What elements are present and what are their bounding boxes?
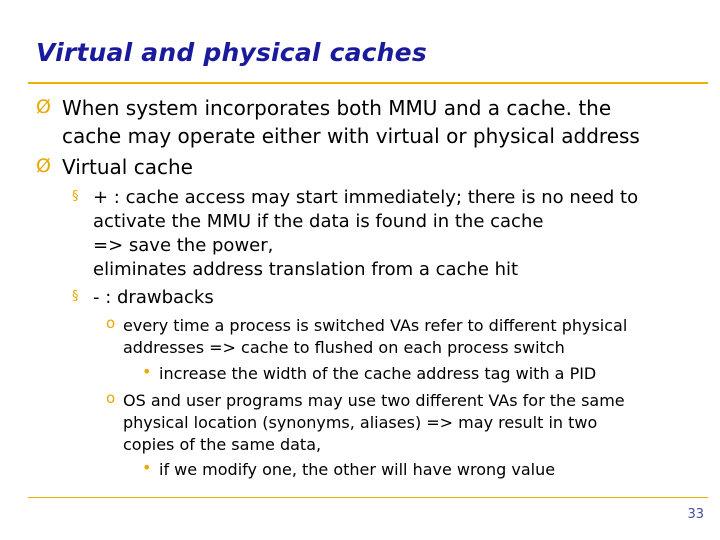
page-number: 33 — [687, 507, 704, 522]
bullet-text: => save the power, — [93, 235, 274, 256]
circle-bullet-icon: o — [106, 314, 116, 332]
square-bullet-icon: § — [72, 189, 79, 204]
bullet-text: OS and user programs may use two different VAs for the same — [123, 391, 625, 410]
bullet-text: physical location (synonyms, aliases) => may result in two — [123, 413, 598, 432]
arrow-bullet-icon: Ø — [36, 155, 51, 177]
bullet-text: Virtual cache — [62, 155, 193, 179]
bullet-text: every time a process is switched VAs refer to different physical — [123, 316, 628, 335]
bullet-text: increase the width of the cache address tag with a PID — [159, 364, 597, 383]
bullet-text: addresses => cache to flushed on each process switch — [123, 338, 565, 357]
arrow-bullet-icon: Ø — [36, 96, 51, 118]
bullet-text: cache may operate either with virtual or physical address — [62, 124, 640, 148]
slide-title: Virtual and physical caches — [36, 38, 427, 67]
dot-bullet-icon: • — [142, 458, 152, 477]
bullet-text: + : cache access may start immediately; there is no need to — [93, 187, 639, 208]
circle-bullet-icon: o — [106, 389, 116, 407]
bullet-text: - : drawbacks — [93, 287, 214, 308]
bullet-text: activate the MMU if the data is found in the cache — [93, 211, 544, 232]
title-divider — [28, 82, 708, 84]
square-bullet-icon: § — [72, 289, 79, 304]
bullet-text: When system incorporates both MMU and a cache. the — [62, 96, 612, 120]
bullet-text: eliminates address translation from a cache hit — [93, 259, 519, 280]
bullet-text: copies of the same data, — [123, 435, 322, 454]
footer-divider — [28, 497, 708, 498]
dot-bullet-icon: • — [142, 362, 152, 381]
bullet-text: if we modify one, the other will have wrong value — [159, 460, 556, 479]
